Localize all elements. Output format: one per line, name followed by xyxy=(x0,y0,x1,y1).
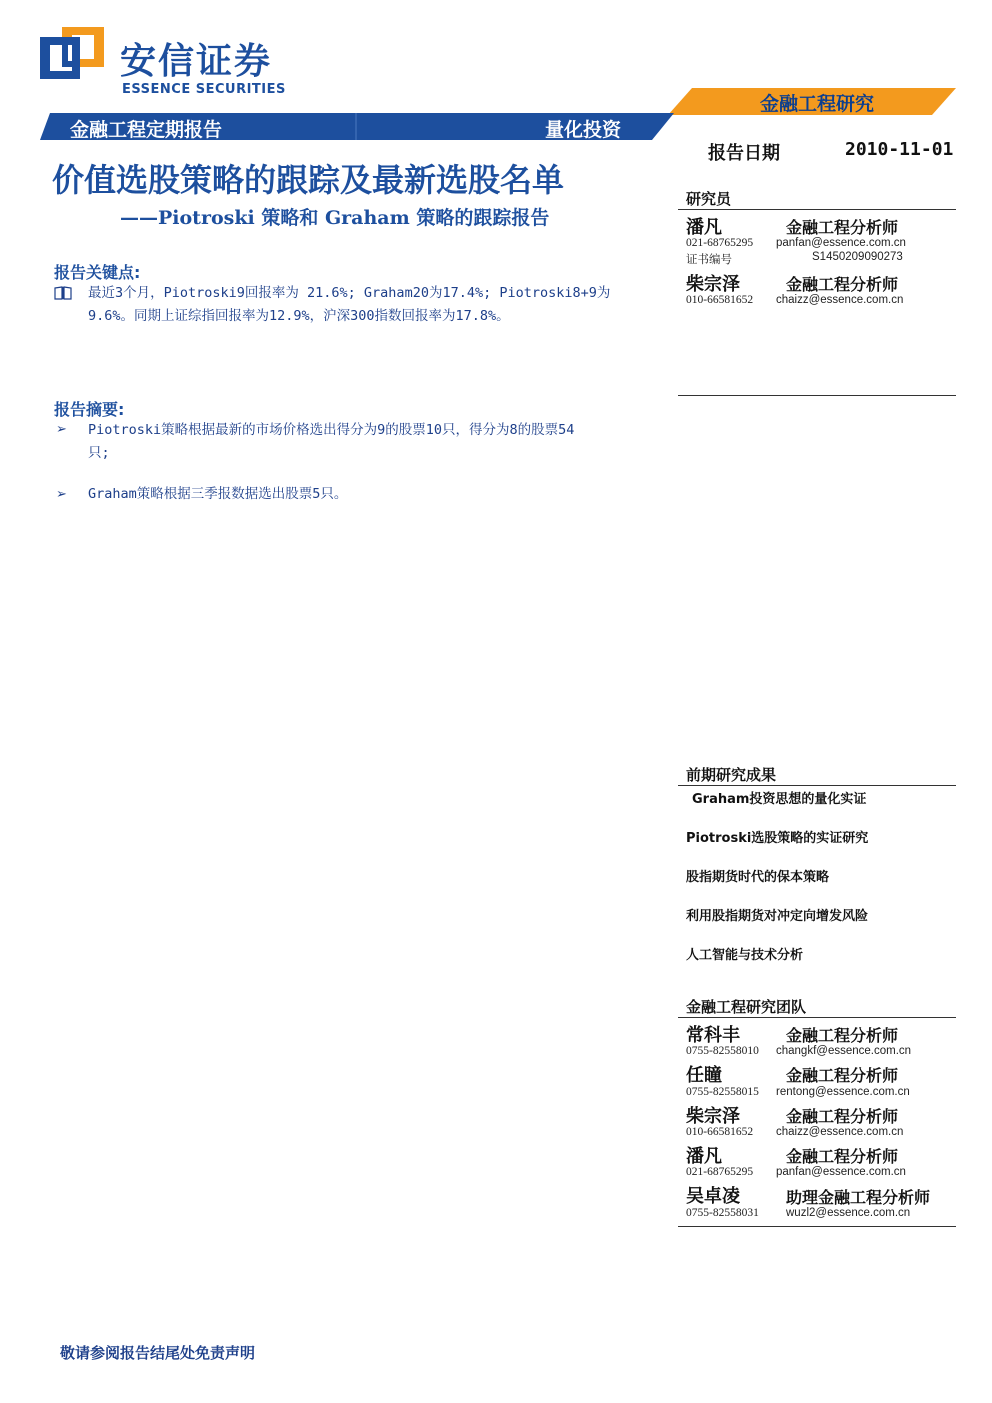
cert-label: 证书编号 xyxy=(686,254,732,266)
summary-heading: 报告摘要: xyxy=(54,400,125,419)
bullet-arrow-icon: ➢ xyxy=(56,487,67,502)
prior-research-item[interactable]: Piotroski选股策略的实证研究 xyxy=(686,831,869,846)
research-area-label: 金融工程研究 xyxy=(760,93,875,115)
divider xyxy=(678,1226,956,1227)
researcher-title: 金融工程分析师 xyxy=(786,275,899,294)
team-member-name: 任瞳 xyxy=(686,1065,722,1086)
key-point-line-1: 最近3个月，Piotroski9回报率为 21.6%; Graham20为17.4%; Piotroski8+9为 xyxy=(88,285,611,301)
researcher-email[interactable]: chaizz@essence.com.cn xyxy=(776,294,904,306)
report-type-label: 金融工程定期报告 xyxy=(70,119,223,141)
team-member-phone: 010-66581652 xyxy=(686,1126,754,1138)
disclaimer-footer: 敬请参阅报告结尾处免责声明 xyxy=(60,1344,256,1362)
team-member-title: 金融工程分析师 xyxy=(786,1026,899,1045)
essence-logo-mark xyxy=(40,27,104,79)
team-member-name: 潘凡 xyxy=(686,1146,722,1167)
researcher-title: 金融工程分析师 xyxy=(786,218,899,237)
researcher-name: 柴宗泽 xyxy=(686,274,740,295)
brand-name-cn: 安信证券 xyxy=(120,41,273,82)
team-member-email[interactable]: chaizz@essence.com.cn xyxy=(776,1126,904,1138)
key-points-heading: 报告关键点: xyxy=(54,263,141,282)
team-heading: 金融工程研究团队 xyxy=(686,998,807,1016)
team-member-email[interactable]: wuzl2@essence.com.cn xyxy=(786,1207,911,1219)
team-member-phone: 0755-82558015 xyxy=(686,1086,759,1098)
researcher-phone: 010-66581652 xyxy=(686,294,754,306)
team-member-name: 柴宗泽 xyxy=(686,1106,740,1127)
team-member-email[interactable]: changkf@essence.com.cn xyxy=(776,1045,912,1057)
team-member-title: 金融工程分析师 xyxy=(786,1107,899,1126)
team-member-phone: 0755-82558010 xyxy=(686,1045,759,1057)
prior-research-item[interactable]: 人工智能与技术分析 xyxy=(686,948,804,963)
prior-research-heading: 前期研究成果 xyxy=(686,766,777,784)
prior-research-item[interactable]: 股指期货时代的保本策略 xyxy=(686,870,830,885)
report-date-value: 2010-11-01 xyxy=(845,139,954,160)
researchers-heading: 研究员 xyxy=(686,190,732,208)
divider xyxy=(678,1017,956,1018)
cert-number: S1450209090273 xyxy=(812,251,903,263)
researcher-name: 潘凡 xyxy=(686,217,722,238)
researcher-phone: 021-68765295 xyxy=(686,237,754,249)
team-member-name: 吴卓凌 xyxy=(686,1186,740,1207)
page-subtitle: ——Piotroski 策略和 Graham 策略的跟踪报告 xyxy=(120,207,550,229)
divider xyxy=(678,395,956,396)
divider xyxy=(678,209,956,210)
team-member-email[interactable]: panfan@essence.com.cn xyxy=(776,1166,906,1178)
brand-name-en: ESSENCE SECURITIES xyxy=(122,82,286,97)
page-title: 价值选股策略的跟踪及最新选股名单 xyxy=(52,161,565,199)
prior-research-item[interactable]: Graham投资思想的量化实证 xyxy=(692,792,867,807)
key-point-line-2: 9.6%。同期上证综指回报率为12.9%，沪深300指数回报率为17.8%。 xyxy=(88,308,510,324)
team-member-title: 金融工程分析师 xyxy=(786,1066,899,1085)
summary-item-2-line-1: Graham策略根据三季报数据选出股票5只。 xyxy=(88,486,348,502)
bullet-arrow-icon: ➢ xyxy=(56,422,67,437)
summary-item-1-line-2: 只; xyxy=(88,445,110,461)
researcher-email[interactable]: panfan@essence.com.cn xyxy=(776,237,906,249)
divider xyxy=(678,785,956,786)
report-date-label: 报告日期 xyxy=(708,143,780,164)
prior-research-item[interactable]: 利用股指期货对冲定向增发风险 xyxy=(686,909,869,924)
team-member-email[interactable]: rentong@essence.com.cn xyxy=(776,1086,910,1098)
team-member-title: 金融工程分析师 xyxy=(786,1147,899,1166)
category-label: 量化投资 xyxy=(545,119,622,141)
team-member-phone: 021-68765295 xyxy=(686,1166,754,1178)
team-member-name: 常科丰 xyxy=(686,1025,740,1046)
team-member-phone: 0755-82558031 xyxy=(686,1207,759,1219)
book-icon xyxy=(54,286,72,300)
summary-item-1-line-1: Piotroski策略根据最新的市场价格选出得分为9的股票10只，得分为8的股票54 xyxy=(88,422,575,438)
team-member-title: 助理金融工程分析师 xyxy=(786,1188,931,1207)
